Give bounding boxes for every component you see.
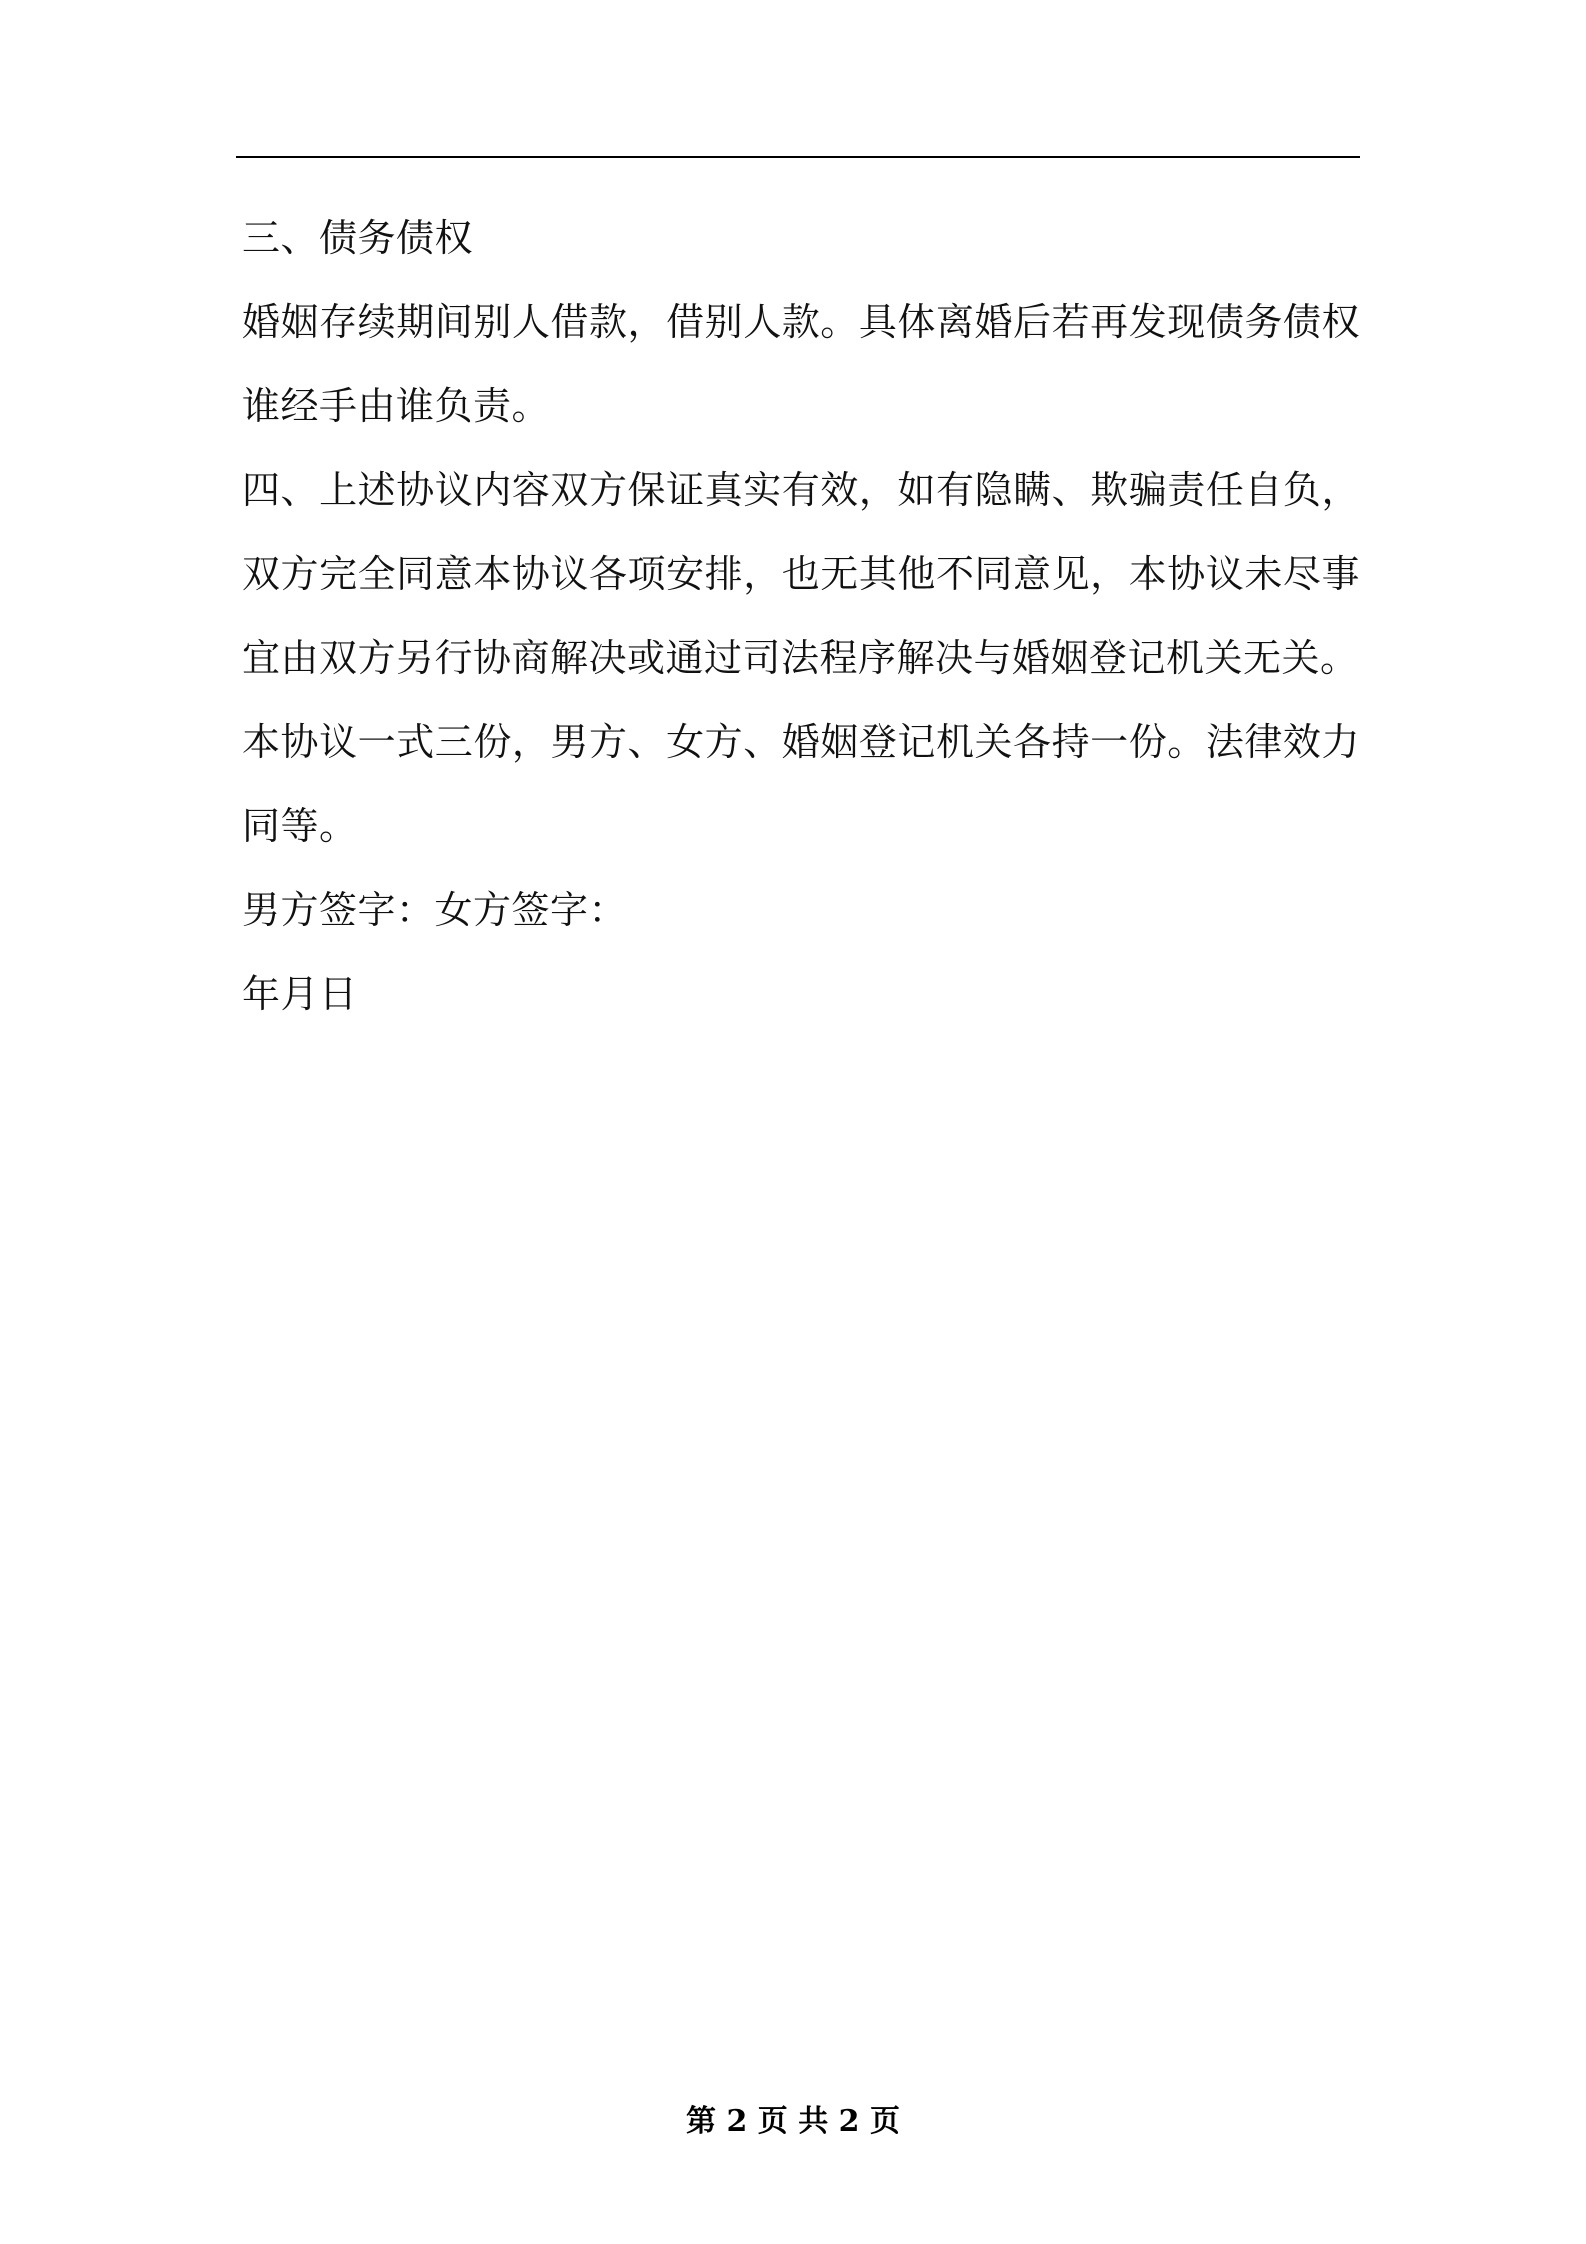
page-number: 第 2 页 共 2 页 — [686, 2104, 900, 2139]
copies-clause: 本协议一式三份，男方、女方、婚姻登记机关各持一份。法律效力同等。 — [242, 720, 1360, 848]
document-body — [242, 196, 1360, 1036]
signature-line: 男方签字：女方签字： — [242, 888, 628, 932]
header-divider — [236, 156, 1360, 158]
debts-clause: 婚姻存续期间别人借款，借别人款。具体离婚后若再发现债务债权谁经手由谁负责。 — [242, 300, 1360, 428]
guarantee-clause: 四、上述协议内容双方保证真实有效，如有隐瞒、欺骗责任自负，双方完全同意本协议各项安排，也无其他不同意见，本协议未尽事宜由双方另行协商解决或通过司法程序解决与婚姻登记机关无关。 — [242, 468, 1360, 680]
date-line: 年月日 — [242, 972, 358, 1016]
section-heading-debts: 三、债务债权 — [242, 216, 474, 260]
